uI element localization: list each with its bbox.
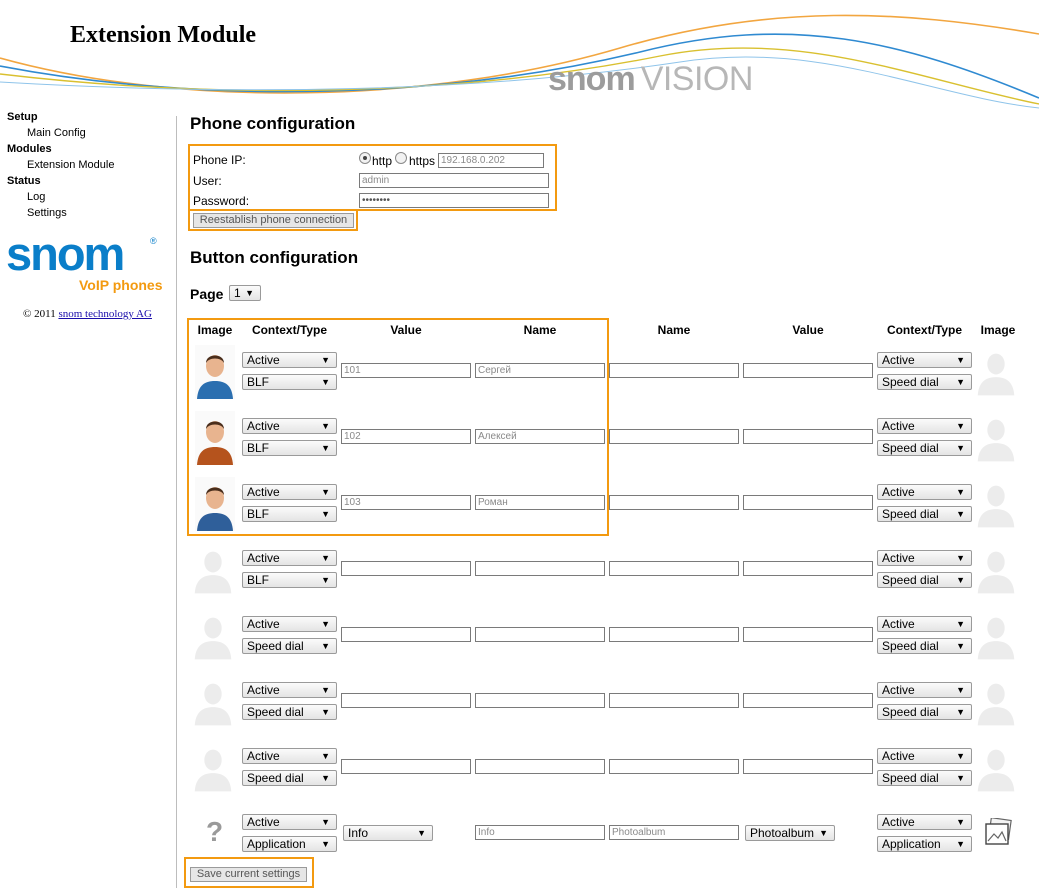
left-context-select[interactable]: [242, 748, 337, 764]
button-config-heading: Button configuration: [190, 248, 359, 267]
select-value: Speed dial: [882, 573, 939, 587]
contact-placeholder-right: [976, 476, 1016, 530]
left-type-select[interactable]: [242, 638, 337, 654]
left-value-input[interactable]: [341, 693, 471, 708]
select-value: Active: [247, 815, 280, 829]
left-type-select[interactable]: [242, 572, 337, 588]
nav-item-log[interactable]: Log: [27, 191, 46, 203]
right-context-select[interactable]: [877, 352, 972, 368]
select-value: Active: [247, 683, 280, 697]
user-label: User:: [193, 174, 222, 188]
copyright-prefix: © 2011: [23, 308, 59, 320]
contact-placeholder-left: [193, 608, 233, 662]
chevron-down-icon: ▼: [956, 377, 965, 387]
right-value-input[interactable]: [743, 495, 873, 510]
left-context-select[interactable]: [242, 484, 337, 500]
chevron-down-icon: ▼: [321, 751, 330, 761]
last-left-value-select[interactable]: [343, 825, 433, 841]
select-value: Info: [348, 826, 369, 840]
contact-placeholder-right: [976, 344, 1016, 398]
chevron-down-icon: ▼: [321, 575, 330, 585]
chevron-down-icon: ▼: [321, 443, 330, 453]
contact-photo: [195, 345, 235, 399]
chevron-down-icon: ▼: [321, 355, 330, 365]
nav-section-status: Status: [7, 175, 41, 187]
select-value: BLF: [247, 573, 270, 587]
select-value: Active: [247, 353, 280, 367]
chevron-down-icon: ▼: [321, 421, 330, 431]
page-label: Page: [190, 286, 224, 302]
col-header-value-right: Value: [792, 323, 824, 337]
contact-placeholder-right: [976, 410, 1016, 464]
left-value-input[interactable]: 103: [341, 495, 471, 510]
select-value: BLF: [247, 375, 270, 389]
select-value: Speed dial: [882, 375, 939, 389]
right-value-input[interactable]: [743, 363, 873, 378]
select-value: Speed dial: [882, 507, 939, 521]
last-left-name-input[interactable]: Info: [475, 825, 605, 840]
snom-vision-logo: [548, 60, 753, 99]
unknown-image-icon: ?: [206, 816, 224, 847]
nav-section-setup: Setup: [7, 111, 38, 123]
select-value: Active: [882, 617, 915, 631]
phone-ip-label: Phone IP:: [193, 153, 246, 167]
copyright-link[interactable]: snom technology AG: [58, 308, 152, 320]
select-value: Speed dial: [247, 639, 304, 653]
sidebar-divider: [176, 116, 177, 888]
left-context-select[interactable]: [242, 682, 337, 698]
right-value-input[interactable]: [743, 759, 873, 774]
left-name-input[interactable]: [475, 759, 605, 774]
contact-photo: [195, 477, 235, 531]
page-select[interactable]: [229, 285, 261, 301]
select-value: Active: [882, 815, 915, 829]
contact-placeholder-right: [976, 608, 1016, 662]
sidebar: [0, 110, 176, 888]
left-type-select[interactable]: [242, 440, 337, 456]
last-right-value-select[interactable]: [745, 825, 835, 841]
chevron-down-icon: ▼: [321, 619, 330, 629]
left-context-select[interactable]: [242, 550, 337, 566]
select-value: Active: [882, 749, 915, 763]
col-header-context-left: Context/Type: [251, 323, 328, 337]
chevron-down-icon: ▼: [956, 421, 965, 431]
select-value: Application: [247, 837, 306, 851]
select-value: Active: [247, 419, 280, 433]
right-context-select[interactable]: [877, 616, 972, 632]
right-name-input[interactable]: [609, 429, 739, 444]
select-value: Active: [247, 485, 280, 499]
chevron-down-icon: ▼: [321, 839, 330, 849]
left-value-input[interactable]: 102: [341, 429, 471, 444]
chevron-down-icon: ▼: [321, 641, 330, 651]
chevron-down-icon: ▼: [956, 487, 965, 497]
right-name-input[interactable]: [609, 693, 739, 708]
left-context-select[interactable]: [242, 616, 337, 632]
select-value: Active: [247, 749, 280, 763]
select-value: Speed dial: [882, 441, 939, 455]
chevron-down-icon: ▼: [321, 817, 330, 827]
right-name-input[interactable]: [609, 561, 739, 576]
left-value-input[interactable]: [341, 627, 471, 642]
right-value-input[interactable]: [743, 561, 873, 576]
logo-snom-text: snom: [6, 227, 124, 280]
chevron-down-icon: ▼: [956, 839, 965, 849]
right-value-input[interactable]: [743, 627, 873, 642]
right-value-input[interactable]: [743, 693, 873, 708]
photo-album-icon: [983, 818, 1015, 848]
chevron-down-icon: ▼: [321, 773, 330, 783]
snom-voip-logo: [6, 227, 176, 294]
chevron-down-icon: ▼: [956, 817, 965, 827]
page-title: Extension Module: [70, 22, 257, 48]
brand-vision-text: VISION: [640, 60, 753, 98]
col-header-name-left: Name: [523, 323, 557, 337]
contact-placeholder-left: [193, 542, 233, 596]
right-context-select[interactable]: [877, 418, 972, 434]
phone-ip-input[interactable]: 192.168.0.202: [438, 153, 544, 168]
chevron-down-icon: ▼: [321, 553, 330, 563]
select-value: Speed dial: [882, 639, 939, 653]
page-select-value: 1: [234, 286, 241, 300]
header-waves-graphic: [0, 0, 1039, 110]
left-value-input[interactable]: [341, 561, 471, 576]
http-radio[interactable]: [359, 152, 371, 164]
select-value: Active: [882, 683, 915, 697]
page-header: [0, 0, 1039, 110]
contact-placeholder-left: [193, 674, 233, 728]
select-value: Speed dial: [247, 771, 304, 785]
select-value: Active: [882, 551, 915, 565]
logo-registered-mark: ®: [150, 236, 157, 246]
left-name-input[interactable]: [475, 561, 605, 576]
copyright: [23, 308, 152, 320]
select-value: Speed dial: [882, 705, 939, 719]
last-left-context-select[interactable]: [242, 814, 337, 830]
https-radio[interactable]: [395, 152, 407, 164]
select-value: Application: [882, 837, 941, 851]
chevron-down-icon: ▼: [321, 707, 330, 717]
nav-item-settings[interactable]: Settings: [27, 207, 67, 219]
save-settings-button[interactable]: Save current settings: [190, 867, 307, 882]
col-header-image-left: Image: [197, 323, 233, 337]
right-type-select[interactable]: [877, 770, 972, 786]
contact-placeholder-right: [976, 740, 1016, 794]
chevron-down-icon: ▼: [321, 377, 330, 387]
chevron-down-icon: ▼: [956, 773, 965, 783]
select-value: Photoalbum: [750, 826, 815, 840]
select-value: Speed dial: [882, 771, 939, 785]
chevron-down-icon: ▼: [956, 707, 965, 717]
left-type-select[interactable]: [242, 374, 337, 390]
chevron-down-icon: ▼: [245, 288, 254, 298]
right-type-select[interactable]: [877, 572, 972, 588]
right-name-input[interactable]: [609, 495, 739, 510]
left-type-select[interactable]: [242, 770, 337, 786]
right-type-select[interactable]: [877, 374, 972, 390]
chevron-down-icon: ▼: [321, 509, 330, 519]
last-right-name-input[interactable]: Photoalbum: [609, 825, 739, 840]
left-name-input[interactable]: Сергей: [475, 363, 605, 378]
chevron-down-icon: ▼: [956, 575, 965, 585]
chevron-down-icon: ▼: [956, 685, 965, 695]
chevron-down-icon: ▼: [956, 751, 965, 761]
right-type-select[interactable]: [877, 638, 972, 654]
right-name-input[interactable]: [609, 627, 739, 642]
right-type-select[interactable]: [877, 704, 972, 720]
chevron-down-icon: ▼: [819, 828, 828, 838]
last-left-type-select[interactable]: [242, 836, 337, 852]
chevron-down-icon: ▼: [417, 828, 426, 838]
select-value: Active: [247, 551, 280, 565]
right-context-select[interactable]: [877, 484, 972, 500]
contact-photo: [195, 411, 235, 465]
col-header-name-right: Name: [657, 323, 691, 337]
right-type-select[interactable]: [877, 440, 972, 456]
http-label: http: [372, 154, 393, 168]
select-value: Active: [882, 485, 915, 499]
col-header-value-left: Value: [390, 323, 422, 337]
select-value: Active: [882, 419, 915, 433]
col-header-image-right: Image: [980, 323, 1016, 337]
right-type-select[interactable]: [877, 506, 972, 522]
logo-voip-phones-text: VoIP phones: [79, 277, 163, 293]
right-context-select[interactable]: [877, 682, 972, 698]
select-value: BLF: [247, 441, 270, 455]
password-label: Password:: [193, 194, 250, 208]
right-name-input[interactable]: [609, 759, 739, 774]
chevron-down-icon: ▼: [956, 355, 965, 365]
reestablish-connection-button[interactable]: Reestablish phone connection: [193, 213, 354, 228]
left-value-input[interactable]: [341, 759, 471, 774]
chevron-down-icon: ▼: [956, 443, 965, 453]
left-type-select[interactable]: [242, 506, 337, 522]
chevron-down-icon: ▼: [321, 685, 330, 695]
select-value: BLF: [247, 507, 270, 521]
chevron-down-icon: ▼: [956, 509, 965, 519]
select-value: Active: [882, 353, 915, 367]
col-header-context-right: Context/Type: [886, 323, 963, 337]
contact-placeholder-right: [976, 542, 1016, 596]
user-input[interactable]: admin: [359, 173, 549, 188]
right-context-select[interactable]: [877, 748, 972, 764]
chevron-down-icon: ▼: [956, 553, 965, 563]
last-right-type-select[interactable]: [877, 836, 972, 852]
select-value: Active: [247, 617, 280, 631]
nav-item-extension-module[interactable]: Extension Module: [27, 159, 115, 171]
left-type-select[interactable]: [242, 704, 337, 720]
nav-item-main-config[interactable]: Main Config: [27, 127, 86, 139]
phone-config-heading: Phone configuration: [190, 114, 356, 133]
chevron-down-icon: ▼: [956, 641, 965, 651]
select-value: Speed dial: [247, 705, 304, 719]
right-context-select[interactable]: [877, 550, 972, 566]
brand-snom-text: snom: [548, 60, 635, 98]
last-right-context-select[interactable]: [877, 814, 972, 830]
password-input[interactable]: ••••••••: [359, 193, 549, 208]
left-name-input[interactable]: Алексей: [475, 429, 605, 444]
contact-placeholder-left: [193, 740, 233, 794]
left-value-input[interactable]: 101: [341, 363, 471, 378]
left-context-select[interactable]: [242, 418, 337, 434]
right-name-input[interactable]: [609, 363, 739, 378]
left-name-input[interactable]: Роман: [475, 495, 605, 510]
left-name-input[interactable]: [475, 627, 605, 642]
contact-placeholder-right: [976, 674, 1016, 728]
nav-section-modules: Modules: [7, 143, 52, 155]
https-label: https: [409, 154, 436, 168]
left-context-select[interactable]: [242, 352, 337, 368]
chevron-down-icon: ▼: [321, 487, 330, 497]
left-name-input[interactable]: [475, 693, 605, 708]
chevron-down-icon: ▼: [956, 619, 965, 629]
right-value-input[interactable]: [743, 429, 873, 444]
